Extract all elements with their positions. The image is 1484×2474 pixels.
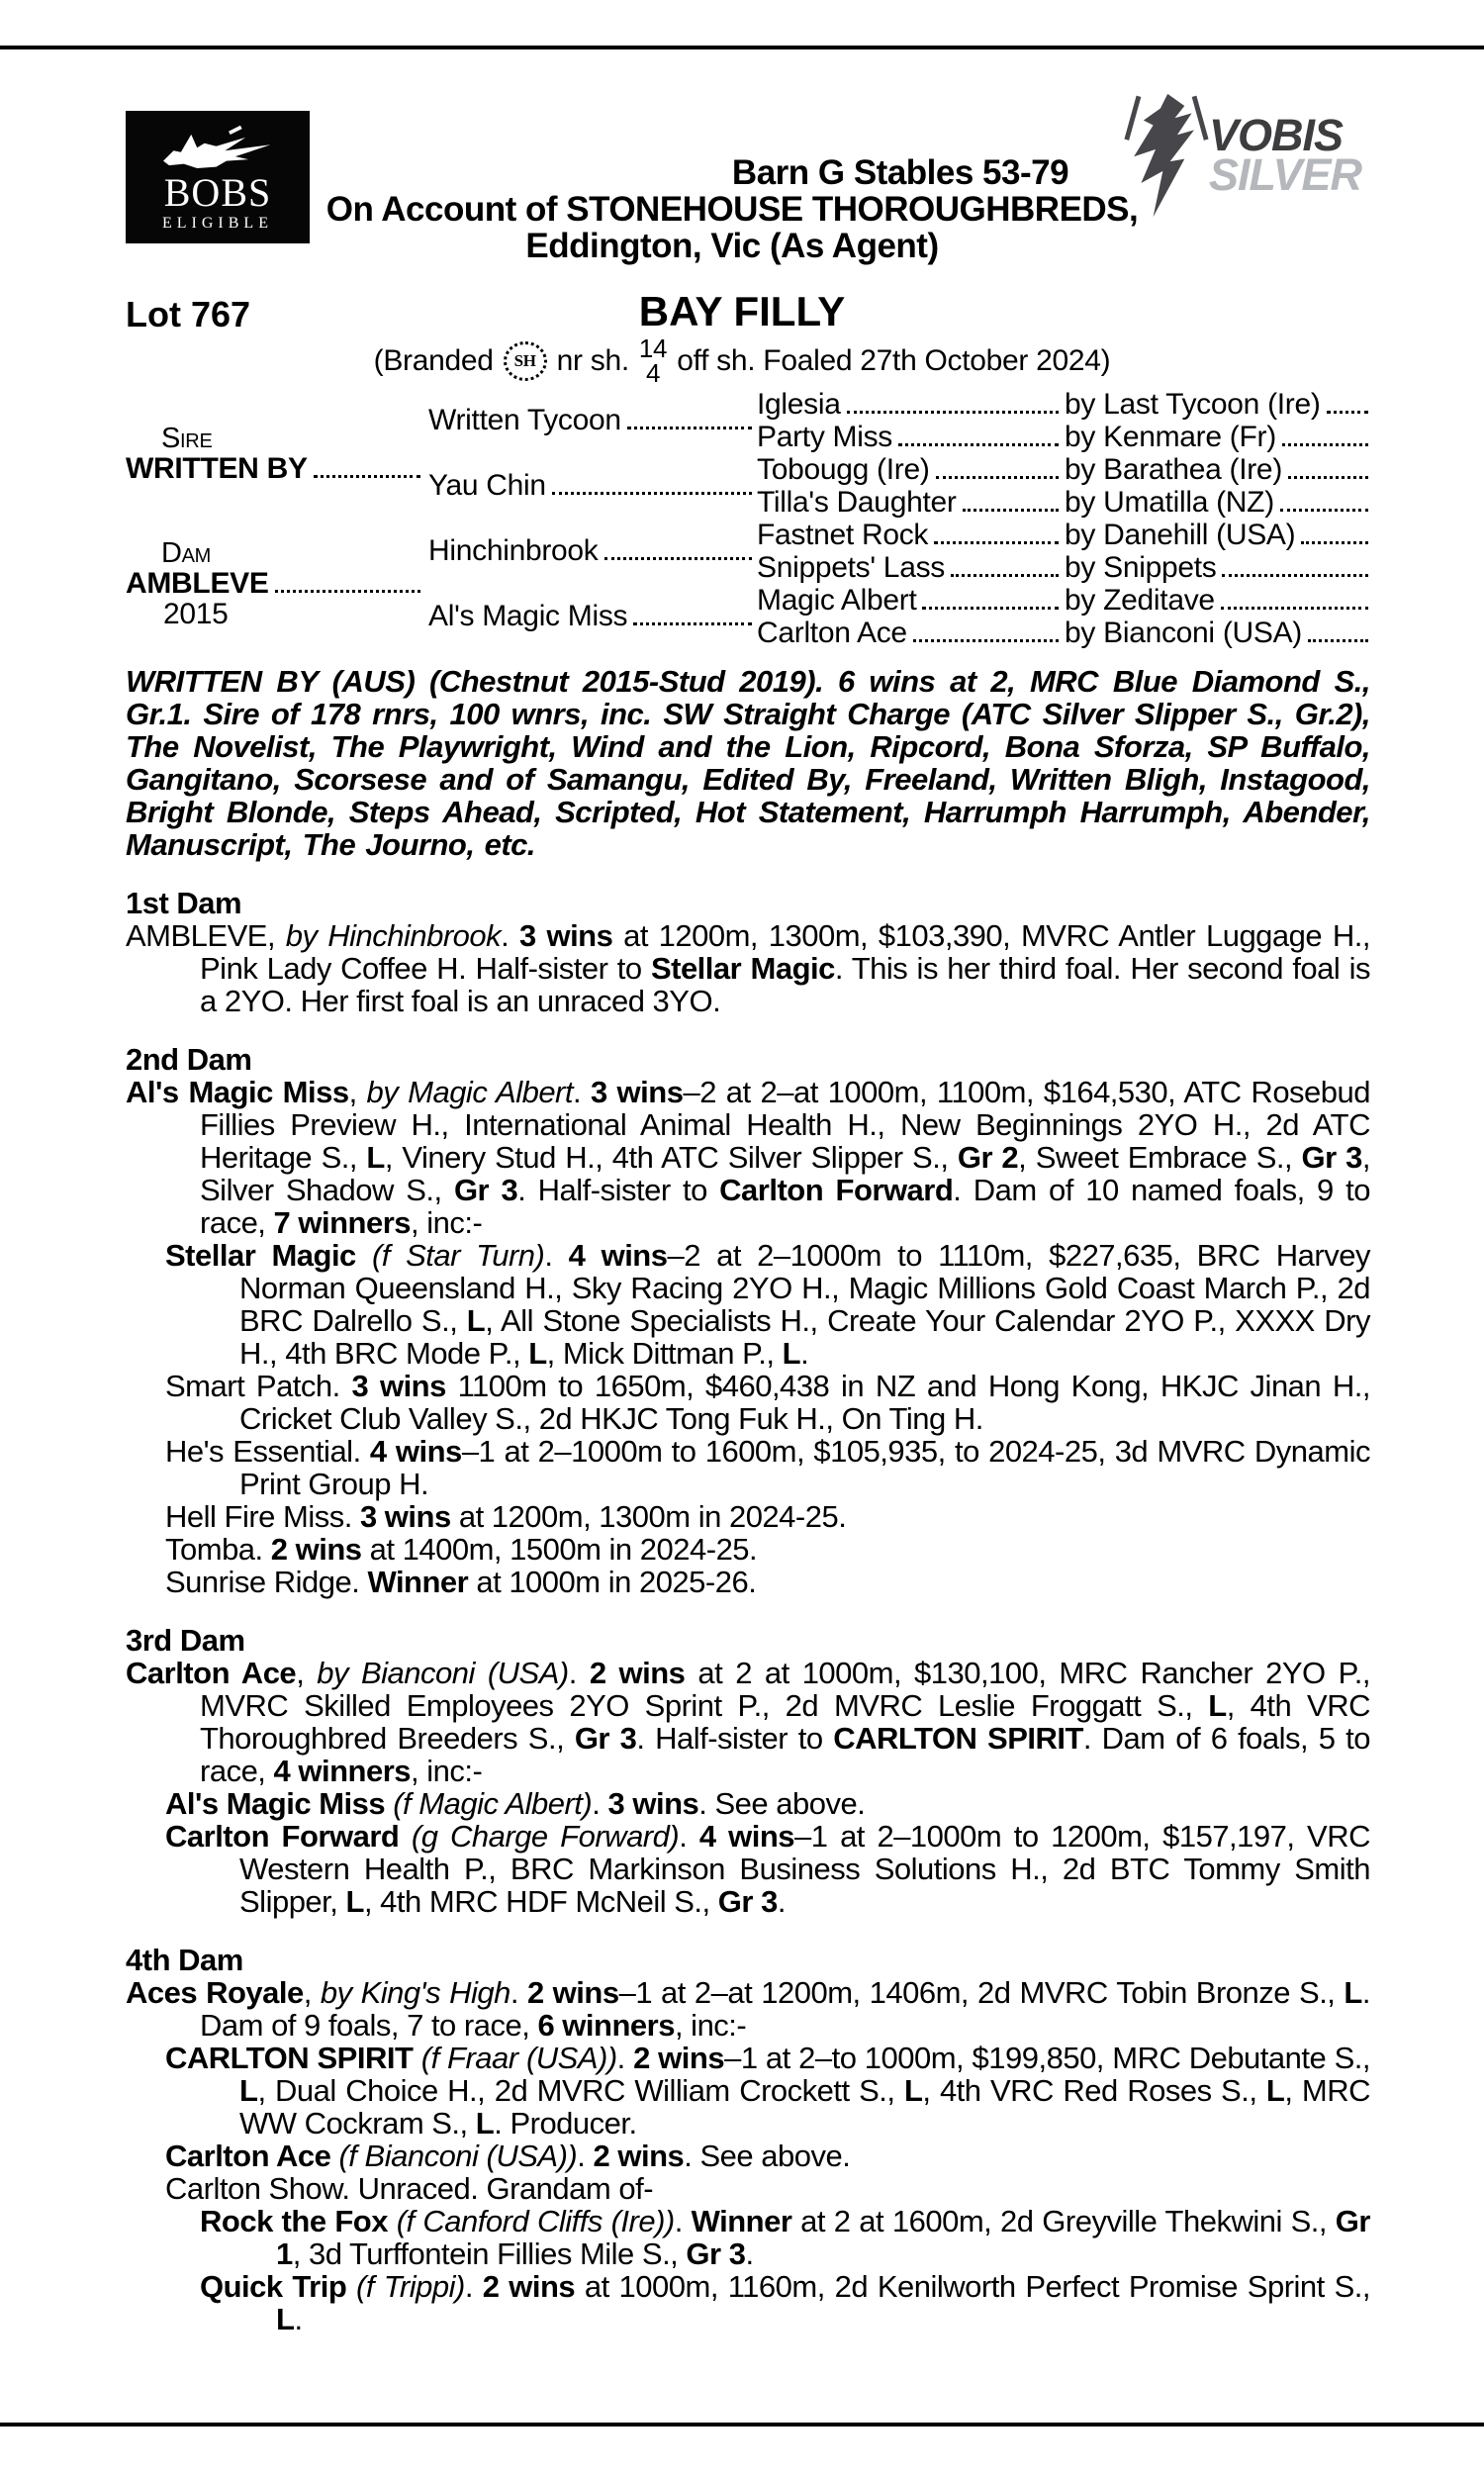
grandparent-name: Written Tycoon [428,404,621,436]
dam-foaling-year: 2015 [163,598,229,630]
bobs-eligible-text: ELIGIBLE [162,214,273,232]
ancestor-by: by Last Tycoon (Ire) [1065,387,1321,421]
foal-entry: Carlton Ace (f Bianconi (USA)). 2 wins. See above. [165,2139,851,2173]
consignor-header [297,154,1167,264]
grandsire-cell [422,519,754,584]
ancestor-sire-cell [1061,421,1370,453]
ancestor-cell [754,519,1061,551]
dam-entry: Aces Royale, by King's High. 2 wins–1 at 2–at 1200m, 1406m, 2d MVRC Tobin Bronze S., L. Dam of 9 foals, 7 to race, 6 winners, inc:- [126,1975,1370,2043]
ancestor-name: Snippets' Lass [757,550,945,584]
ancestor-name: Tobougg (Ire) [757,452,930,486]
dot-leader [1327,411,1368,414]
grandparent-name: Hinchinbrook [428,534,599,567]
grandsire-cell [422,388,754,453]
ancestor-by: by Barathea (Ire) [1065,452,1283,486]
ancestor-by: by Bianconi (USA) [1065,616,1302,649]
brand-prefix: (Branded [373,344,494,377]
dam-entry: Carlton Ace, by Bianconi (USA). 2 wins at 2 at 1000m, $130,100, MRC Rancher 2YO P., MVRC Skilled Employees 2YO Sprint P., 2d MVRC Leslie Froggatt S., L, 4th VRC Thoroughbred Breeders S., Gr 3. Half-sister to CARLTON SPIRIT. Dam of 6 foals, 5 to race, 4 winners, inc:- [126,1656,1370,1788]
foaled-date: off sh. Foaled 27th October 2024) [677,344,1111,377]
vobis-horse-icon [1124,89,1209,222]
ancestor-name: Magic Albert [757,583,917,617]
ancestor-by: by Umatilla (NZ) [1065,485,1274,519]
sire-cell [126,388,422,519]
brand-line [0,333,1484,388]
section-2nd-dam [126,1043,1370,1598]
ancestor-by: by Zeditave [1065,583,1215,617]
ancestor-sire-cell [1061,551,1370,584]
ancestor-sire-cell [1061,486,1370,519]
bottom-rule [0,2423,1484,2426]
granddam-cell [422,453,754,519]
ancestor-sire-cell [1061,453,1370,486]
dam-entry: Al's Magic Miss, by Magic Albert. 3 wins–2 at 2–at 1000m, 1100m, $164,530, ATC Rosebud Fillies Preview H., International Animal Health H., New Beginnings 2YO H., 2d ATC Heritage S., L, Vinery Stud H., 4th ATC Silver Slipper S., Gr 2, Sweet Embrace S., Gr 3, Silver Shadow S., Gr 3. Half-sister to Carlton Forward. Dam of 10 named foals, 9 to race, 7 winners, inc:- [126,1075,1371,1240]
foal-entry: He's Essential. 4 wins–1 at 2–1000m to 1600m, $105,935, to 2024-25, 3d MVRC Dynamic Print Group H. [165,1434,1371,1501]
vobis-text: VOBIS [1209,110,1344,160]
dot-leader [922,607,1059,610]
ancestor-by: by Snippets [1065,550,1217,584]
vobis-silver-logo [1124,89,1361,222]
dam-entry: AMBLEVE, by Hinchinbrook. 3 wins at 1200m, 1300m, $103,390, MVRC Antler Luggage H., Pink Lady Coffee H. Half-sister to Stellar Magic. This is her third foal. Her second foal is a 2YO. Her first foal is an unraced 3YO. [126,918,1370,1018]
foal-entry: Al's Magic Miss (f Magic Albert). 3 wins. See above. [165,1786,866,1821]
dot-leader [1221,607,1368,610]
foal-entry: Stellar Magic (f Star Turn). 4 wins–2 at 2–1000m to 1110m, $227,635, BRC Harvey Norman Queensland H., Sky Racing 2YO H., Magic Millions Gold Coast March P., 2d BRC Dalrello S., L, All Stone Specialists H., Create Your Calendar 2YO P., XXXX Dry H., 4th BRC Mode P., L, Mick Dittman P., L. [165,1238,1370,1371]
dot-leader [898,443,1059,446]
ancestor-cell [754,388,1061,421]
bobs-horse-head-icon [143,123,292,174]
granddam-cell [422,584,754,649]
bobs-eligible-logo [126,111,310,243]
ancestor-cell [754,486,1061,519]
ancestor-name: Carlton Ace [757,616,907,649]
foal-entry: Sunrise Ridge. Winner at 1000m in 2025-26. [165,1565,757,1599]
ancestor-cell [754,421,1061,453]
dot-leader [963,509,1059,512]
dot-leader [1282,443,1368,446]
dam-section-heading: 3rd Dam [126,1623,245,1658]
grandchild-entry: Quick Trip (f Trippi). 2 wins at 1000m, 1160m, 2d Kenilworth Perfect Promise Sprint S., L. [200,2269,1370,2336]
sire-summary: WRITTEN BY (AUS) (Chestnut 2015-Stud 2019). 6 wins at 2, MRC Blue Diamond S., Gr.1. Sire of 178 rnrs, 100 wnrs, inc. SW Straight Charge (ATC Silver Slipper S., Gr.2), The Novelist, The Playwright, Wind and the Lion, Ripcord, Bona Sforza, SP Buffalo, Gangitano, Scorsese and of Samangu, Edited By, Freeland, Written Bligh, Instagood, Bright Blonde, Steps Ahead, Scripted, Hot Statement, Harrumph Harrumph, Abender, Manuscript, The Journo, etc. [126,664,1370,862]
dot-leader [627,427,752,429]
top-rule [0,46,1484,49]
brand-number-top: 14 [638,333,668,363]
dot-leader [1280,509,1368,512]
dam-section-heading: 4th Dam [126,1943,243,1977]
horse-title: BAY FILLY [638,288,846,334]
dot-leader [847,411,1059,414]
location-line: Eddington, Vic (As Agent) [525,227,939,265]
ancestor-cell [754,617,1061,649]
sire-label: Sire [161,422,213,454]
foal-entry: Smart Patch. 3 wins 1100m to 1650m, $460,438 in NZ and Hong Kong, HKJC Jinan H., Cricket Club Valley S., 2d HKJC Tong Fuk H., On Ting H. [165,1369,1370,1436]
dam-name: AMBLEVE [126,567,269,600]
ancestor-sire-cell [1061,388,1370,421]
barn-line: Barn G Stables 53-79 [731,153,1069,192]
foal-entry: Carlton Forward (g Charge Forward). 4 wins–1 at 2–1000m to 1200m, $157,197, VRC Western Health P., BRC Markinson Business Solutions H., 2d BTC Tommy Smith Slipper, L, 4th MRC HDF McNeil S., Gr 3. [165,1819,1370,1919]
ancestor-cell [754,551,1061,584]
ancestor-by: by Danehill (USA) [1065,518,1296,551]
dot-leader [1308,639,1368,642]
dot-leader [275,590,420,593]
dot-leader [951,574,1059,577]
dot-leader [314,475,420,478]
grandparent-name: Al's Magic Miss [428,600,628,632]
dot-leader [552,492,752,495]
ancestor-name: Iglesia [757,387,841,421]
brand-near-shoulder: nr sh. [556,344,629,377]
dot-leader [934,541,1059,544]
ancestor-name: Tilla's Daughter [757,485,957,519]
dot-leader [1288,476,1368,479]
dam-section-heading: 2nd Dam [126,1042,252,1077]
ancestor-sire-cell [1061,519,1370,551]
section-4th-dam [126,1944,1370,2335]
brand-number-bottom: 4 [645,358,661,388]
ancestor-by: by Kenmare (Fr) [1065,420,1276,453]
grandparent-name: Yau Chin [428,469,546,502]
sire-name: WRITTEN BY [126,451,308,485]
dot-leader [633,622,752,625]
pedigree-text-column [126,665,1370,2335]
grandchild-entry: Rock the Fox (f Canford Cliffs (Ire)). Winner at 2 at 1600m, 2d Greyville Thekwini S., Gr 1, 3d Turffontein Fillies Mile S., Gr 3. [200,2204,1370,2271]
brand-mark-icon: SH [504,341,547,381]
dot-leader [1222,574,1368,577]
ancestor-cell [754,584,1061,617]
dam-section-heading: 1st Dam [126,886,242,920]
ancestor-sire-cell [1061,617,1370,649]
foal-entry: Carlton Show. Unraced. Grandam of- [165,2171,654,2206]
pedigree-table [126,388,1370,649]
section-3rd-dam [126,1624,1370,1918]
brand-number-fraction [638,333,668,388]
ancestor-name: Party Miss [757,420,893,453]
ancestor-name: Fastnet Rock [757,518,929,551]
ancestor-sire-cell [1061,584,1370,617]
account-line: On Account of STONEHOUSE THOROUGHBREDS, [325,190,1139,229]
dot-leader [1301,541,1368,544]
bobs-logo-text: BOBS [163,169,272,215]
dot-leader [936,476,1059,479]
dot-leader [604,557,753,560]
dam-cell [126,519,422,649]
section-1st-dam [126,887,1370,1017]
lot-number: Lot 767 [126,294,251,334]
silver-text: SILVER [1209,149,1362,200]
dam-label: Dam [161,537,212,569]
ancestor-cell [754,453,1061,486]
dot-leader [913,639,1059,642]
foal-entry: Hell Fire Miss. 3 wins at 1200m, 1300m in 2024-25. [165,1499,847,1534]
foal-entry: Tomba. 2 wins at 1400m, 1500m in 2024-25. [165,1532,758,1567]
vobis-logo-text [1209,110,1362,200]
foal-entry: CARLTON SPIRIT (f Fraar (USA)). 2 wins–1 at 2–to 1000m, $199,850, MRC Debutante S., L, Dual Choice H., 2d MVRC William Crockett S., L, 4th VRC Red Roses S., L, MRC WW Cockram S., L. Producer. [165,2041,1370,2141]
